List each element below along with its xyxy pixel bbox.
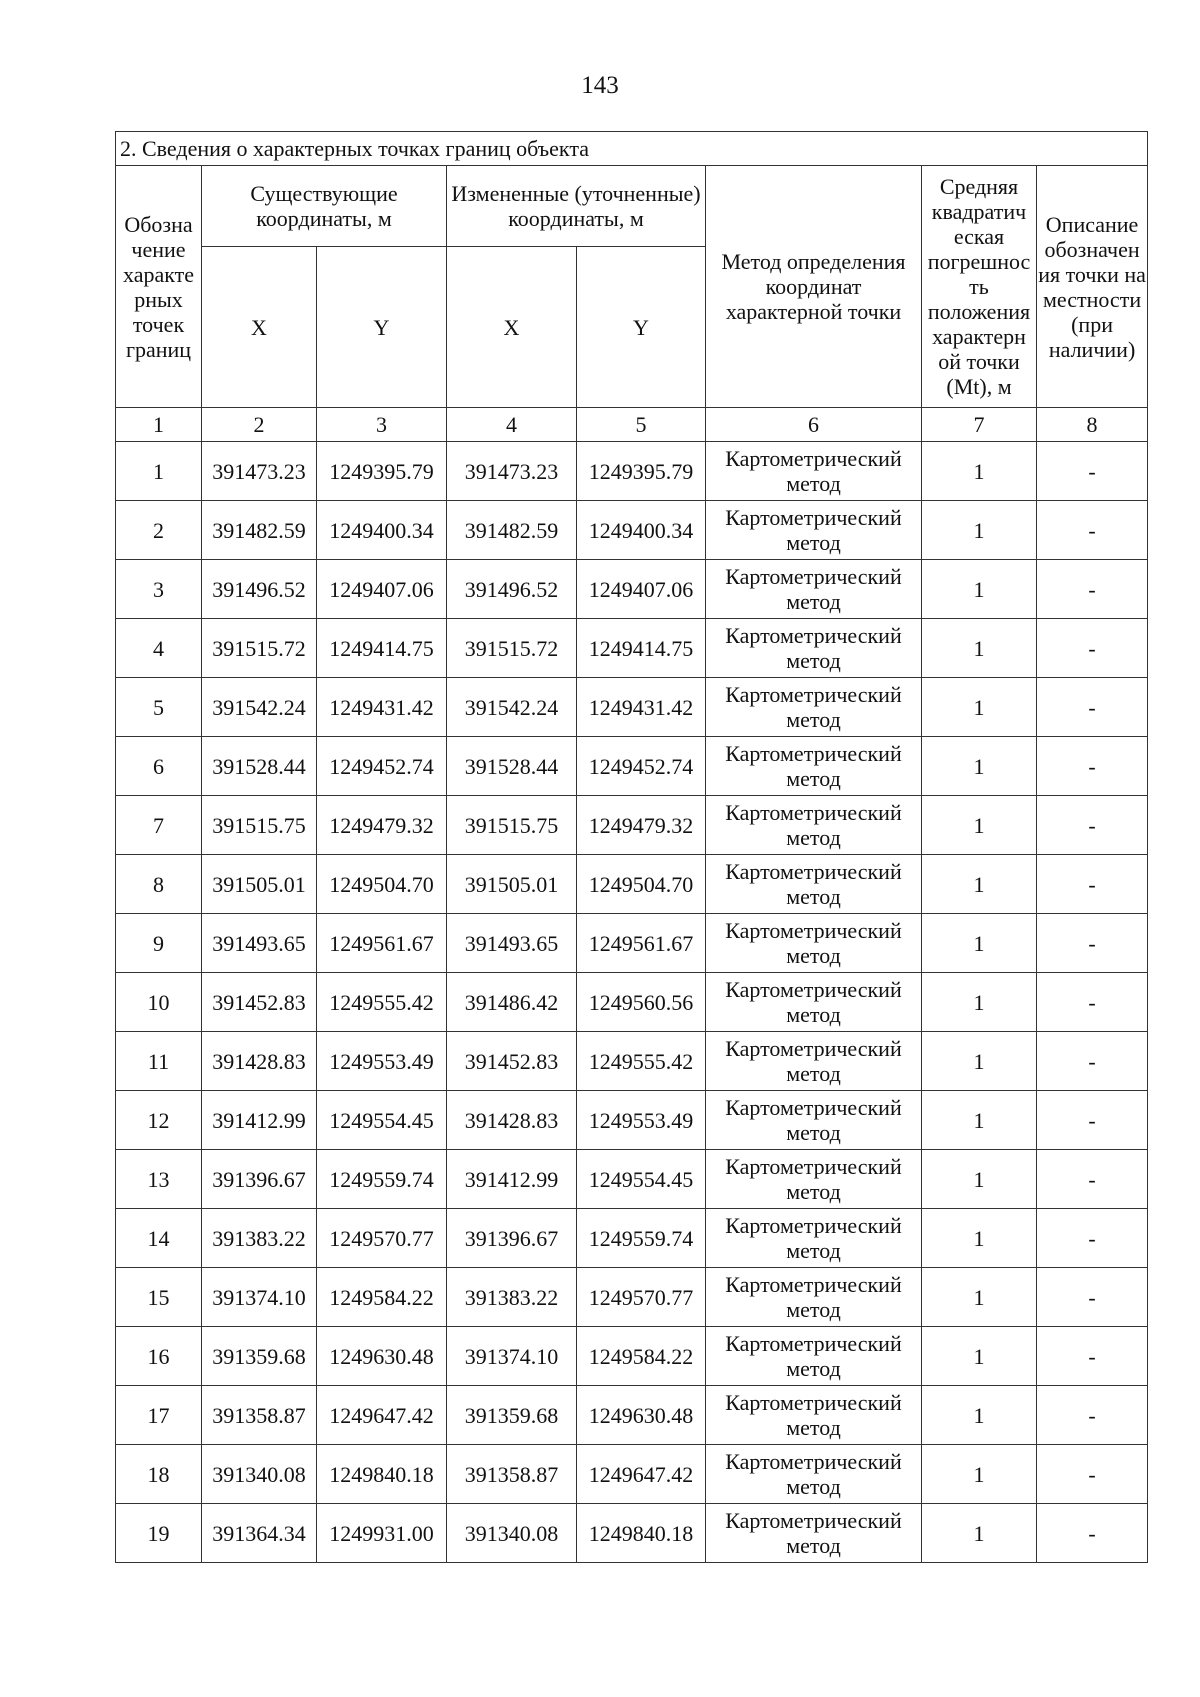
method-cell: Картометрический метод xyxy=(706,914,922,973)
rms-error-cell: 1 xyxy=(922,1032,1037,1091)
rms-error-cell: 1 xyxy=(922,1445,1037,1504)
table-row xyxy=(116,1445,1148,1504)
designation-header: Обозна чение характе рных точек границ xyxy=(116,166,202,408)
point-number-cell: 9 xyxy=(116,914,202,973)
point-number-cell: 7 xyxy=(116,796,202,855)
changed-y-cell: 1249560.56 xyxy=(577,973,706,1032)
changed-y-cell: 1249554.45 xyxy=(577,1150,706,1209)
description-cell: - xyxy=(1037,1268,1148,1327)
existing-x-cell: 391374.10 xyxy=(202,1268,317,1327)
changed-x-cell: 391515.75 xyxy=(447,796,577,855)
existing-y-cell: 1249431.42 xyxy=(317,678,447,737)
existing-x-cell: 391515.75 xyxy=(202,796,317,855)
existing-x-cell: 391358.87 xyxy=(202,1386,317,1445)
point-number-cell: 17 xyxy=(116,1386,202,1445)
section-title: 2. Сведения о характерных точках границ объекта xyxy=(116,132,1148,166)
table-row xyxy=(116,442,1148,501)
table-row xyxy=(116,1268,1148,1327)
table-row xyxy=(116,796,1148,855)
description-cell: - xyxy=(1037,560,1148,619)
rms-error-cell: 1 xyxy=(922,1268,1037,1327)
rms-error-cell: 1 xyxy=(922,1504,1037,1563)
rms-error-cell: 1 xyxy=(922,442,1037,501)
description-cell: - xyxy=(1037,1445,1148,1504)
point-number-cell: 19 xyxy=(116,1504,202,1563)
rms-error-cell: 1 xyxy=(922,1209,1037,1268)
description-cell: - xyxy=(1037,619,1148,678)
changed-x-cell: 391482.59 xyxy=(447,501,577,560)
rms-error-header: Средняя квадратич еская погрешнос ть положения характерн ой точки (Mt), м xyxy=(922,166,1037,408)
rms-error-cell: 1 xyxy=(922,796,1037,855)
rms-error-cell: 1 xyxy=(922,855,1037,914)
method-cell: Картометрический метод xyxy=(706,973,922,1032)
changed-y-cell: 1249414.75 xyxy=(577,619,706,678)
point-number-cell: 10 xyxy=(116,973,202,1032)
column-number: 3 xyxy=(317,408,447,442)
rms-error-cell: 1 xyxy=(922,619,1037,678)
changed-y-cell: 1249400.34 xyxy=(577,501,706,560)
changed-x-cell: 391396.67 xyxy=(447,1209,577,1268)
existing-x-cell: 391340.08 xyxy=(202,1445,317,1504)
changed-y-cell: 1249561.67 xyxy=(577,914,706,973)
table-row xyxy=(116,855,1148,914)
description-cell: - xyxy=(1037,1386,1148,1445)
method-cell: Картометрический метод xyxy=(706,1209,922,1268)
rms-error-cell: 1 xyxy=(922,501,1037,560)
rms-error-cell: 1 xyxy=(922,560,1037,619)
existing-y-cell: 1249414.75 xyxy=(317,619,447,678)
description-cell: - xyxy=(1037,973,1148,1032)
method-cell: Картометрический метод xyxy=(706,1268,922,1327)
table-row xyxy=(116,1209,1148,1268)
method-cell: Картометрический метод xyxy=(706,1504,922,1563)
page-number: 143 xyxy=(581,72,619,99)
x-existing-header: X xyxy=(202,247,317,408)
rms-error-cell: 1 xyxy=(922,1091,1037,1150)
existing-y-cell: 1249555.42 xyxy=(317,973,447,1032)
header-row-top xyxy=(116,166,1148,247)
changed-x-cell: 391359.68 xyxy=(447,1386,577,1445)
changed-y-cell: 1249555.42 xyxy=(577,1032,706,1091)
existing-x-cell: 391528.44 xyxy=(202,737,317,796)
point-number-cell: 15 xyxy=(116,1268,202,1327)
method-header: Метод определения координат характерной точки xyxy=(706,166,922,408)
rms-error-cell: 1 xyxy=(922,678,1037,737)
description-cell: - xyxy=(1037,442,1148,501)
table-body xyxy=(116,132,1148,1563)
existing-x-cell: 391515.72 xyxy=(202,619,317,678)
boundary-points-table xyxy=(115,131,1148,1563)
point-number-cell: 6 xyxy=(116,737,202,796)
point-number-cell: 11 xyxy=(116,1032,202,1091)
existing-x-cell: 391428.83 xyxy=(202,1032,317,1091)
point-number-cell: 3 xyxy=(116,560,202,619)
existing-x-cell: 391396.67 xyxy=(202,1150,317,1209)
changed-y-cell: 1249504.70 xyxy=(577,855,706,914)
table-row xyxy=(116,1386,1148,1445)
changed-y-cell: 1249584.22 xyxy=(577,1327,706,1386)
existing-y-cell: 1249554.45 xyxy=(317,1091,447,1150)
changed-y-cell: 1249407.06 xyxy=(577,560,706,619)
point-number-cell: 8 xyxy=(116,855,202,914)
table-row xyxy=(116,619,1148,678)
changed-x-cell: 391515.72 xyxy=(447,619,577,678)
method-cell: Картометрический метод xyxy=(706,619,922,678)
rms-error-cell: 1 xyxy=(922,914,1037,973)
method-cell: Картометрический метод xyxy=(706,1327,922,1386)
changed-x-cell: 391473.23 xyxy=(447,442,577,501)
rms-error-cell: 1 xyxy=(922,1150,1037,1209)
column-number: 7 xyxy=(922,408,1037,442)
existing-y-cell: 1249504.70 xyxy=(317,855,447,914)
method-cell: Картометрический метод xyxy=(706,501,922,560)
changed-coords-header: Измененные (уточненные) координаты, м xyxy=(447,166,706,247)
table-row xyxy=(116,1327,1148,1386)
x-changed-header: X xyxy=(447,247,577,408)
y-changed-header: Y xyxy=(577,247,706,408)
existing-x-cell: 391452.83 xyxy=(202,973,317,1032)
existing-x-cell: 391482.59 xyxy=(202,501,317,560)
point-number-cell: 16 xyxy=(116,1327,202,1386)
column-number: 5 xyxy=(577,408,706,442)
description-cell: - xyxy=(1037,1150,1148,1209)
existing-x-cell: 391412.99 xyxy=(202,1091,317,1150)
existing-y-cell: 1249400.34 xyxy=(317,501,447,560)
changed-x-cell: 391340.08 xyxy=(447,1504,577,1563)
existing-y-cell: 1249647.42 xyxy=(317,1386,447,1445)
existing-y-cell: 1249395.79 xyxy=(317,442,447,501)
existing-x-cell: 391364.34 xyxy=(202,1504,317,1563)
point-number-cell: 14 xyxy=(116,1209,202,1268)
changed-y-cell: 1249630.48 xyxy=(577,1386,706,1445)
changed-x-cell: 391452.83 xyxy=(447,1032,577,1091)
method-cell: Картометрический метод xyxy=(706,1091,922,1150)
description-cell: - xyxy=(1037,737,1148,796)
description-cell: - xyxy=(1037,855,1148,914)
changed-y-cell: 1249479.32 xyxy=(577,796,706,855)
existing-y-cell: 1249570.77 xyxy=(317,1209,447,1268)
table-row xyxy=(116,1091,1148,1150)
changed-y-cell: 1249553.49 xyxy=(577,1091,706,1150)
changed-x-cell: 391374.10 xyxy=(447,1327,577,1386)
method-cell: Картометрический метод xyxy=(706,442,922,501)
table-row xyxy=(116,678,1148,737)
existing-x-cell: 391359.68 xyxy=(202,1327,317,1386)
column-number: 1 xyxy=(116,408,202,442)
point-number-cell: 4 xyxy=(116,619,202,678)
changed-x-cell: 391496.52 xyxy=(447,560,577,619)
description-cell: - xyxy=(1037,1327,1148,1386)
section-title-row xyxy=(116,132,1148,166)
existing-x-cell: 391542.24 xyxy=(202,678,317,737)
existing-x-cell: 391493.65 xyxy=(202,914,317,973)
method-cell: Картометрический метод xyxy=(706,1150,922,1209)
description-cell: - xyxy=(1037,1091,1148,1150)
column-number: 6 xyxy=(706,408,922,442)
changed-x-cell: 391528.44 xyxy=(447,737,577,796)
changed-x-cell: 391358.87 xyxy=(447,1445,577,1504)
rms-error-cell: 1 xyxy=(922,1386,1037,1445)
changed-x-cell: 391383.22 xyxy=(447,1268,577,1327)
point-number-cell: 2 xyxy=(116,501,202,560)
changed-x-cell: 391493.65 xyxy=(447,914,577,973)
method-cell: Картометрический метод xyxy=(706,737,922,796)
method-cell: Картометрический метод xyxy=(706,855,922,914)
point-number-cell: 18 xyxy=(116,1445,202,1504)
description-cell: - xyxy=(1037,1504,1148,1563)
description-cell: - xyxy=(1037,1209,1148,1268)
point-number-cell: 5 xyxy=(116,678,202,737)
existing-y-cell: 1249452.74 xyxy=(317,737,447,796)
existing-x-cell: 391473.23 xyxy=(202,442,317,501)
changed-x-cell: 391412.99 xyxy=(447,1150,577,1209)
existing-y-cell: 1249931.00 xyxy=(317,1504,447,1563)
column-number: 2 xyxy=(202,408,317,442)
existing-x-cell: 391496.52 xyxy=(202,560,317,619)
existing-y-cell: 1249479.32 xyxy=(317,796,447,855)
changed-x-cell: 391428.83 xyxy=(447,1091,577,1150)
changed-y-cell: 1249647.42 xyxy=(577,1445,706,1504)
column-numbers-row xyxy=(116,408,1148,442)
point-number-cell: 13 xyxy=(116,1150,202,1209)
method-cell: Картометрический метод xyxy=(706,796,922,855)
changed-x-cell: 391542.24 xyxy=(447,678,577,737)
table-row xyxy=(116,1032,1148,1091)
method-cell: Картометрический метод xyxy=(706,1386,922,1445)
table-row xyxy=(116,560,1148,619)
rms-error-cell: 1 xyxy=(922,973,1037,1032)
method-cell: Картометрический метод xyxy=(706,1032,922,1091)
y-existing-header: Y xyxy=(317,247,447,408)
rms-error-cell: 1 xyxy=(922,737,1037,796)
rms-error-cell: 1 xyxy=(922,1327,1037,1386)
changed-y-cell: 1249559.74 xyxy=(577,1209,706,1268)
existing-y-cell: 1249553.49 xyxy=(317,1032,447,1091)
point-number-cell: 12 xyxy=(116,1091,202,1150)
existing-y-cell: 1249840.18 xyxy=(317,1445,447,1504)
description-cell: - xyxy=(1037,1032,1148,1091)
description-cell: - xyxy=(1037,501,1148,560)
existing-x-cell: 391505.01 xyxy=(202,855,317,914)
table-row xyxy=(116,1150,1148,1209)
table-row xyxy=(116,501,1148,560)
changed-y-cell: 1249452.74 xyxy=(577,737,706,796)
description-cell: - xyxy=(1037,796,1148,855)
description-header: Описание обозначен ия точки на местности (при наличии) xyxy=(1037,166,1148,408)
table-row xyxy=(116,737,1148,796)
table-row xyxy=(116,973,1148,1032)
description-cell: - xyxy=(1037,914,1148,973)
existing-y-cell: 1249630.48 xyxy=(317,1327,447,1386)
table-row xyxy=(116,1504,1148,1563)
existing-x-cell: 391383.22 xyxy=(202,1209,317,1268)
column-number: 4 xyxy=(447,408,577,442)
column-number: 8 xyxy=(1037,408,1148,442)
changed-y-cell: 1249840.18 xyxy=(577,1504,706,1563)
method-cell: Картометрический метод xyxy=(706,678,922,737)
existing-y-cell: 1249559.74 xyxy=(317,1150,447,1209)
existing-y-cell: 1249584.22 xyxy=(317,1268,447,1327)
table-row xyxy=(116,914,1148,973)
changed-y-cell: 1249431.42 xyxy=(577,678,706,737)
existing-y-cell: 1249407.06 xyxy=(317,560,447,619)
changed-y-cell: 1249570.77 xyxy=(577,1268,706,1327)
description-cell: - xyxy=(1037,678,1148,737)
changed-y-cell: 1249395.79 xyxy=(577,442,706,501)
existing-coords-header: Существующие координаты, м xyxy=(202,166,447,247)
changed-x-cell: 391505.01 xyxy=(447,855,577,914)
method-cell: Картометрический метод xyxy=(706,560,922,619)
method-cell: Картометрический метод xyxy=(706,1445,922,1504)
point-number-cell: 1 xyxy=(116,442,202,501)
existing-y-cell: 1249561.67 xyxy=(317,914,447,973)
changed-x-cell: 391486.42 xyxy=(447,973,577,1032)
